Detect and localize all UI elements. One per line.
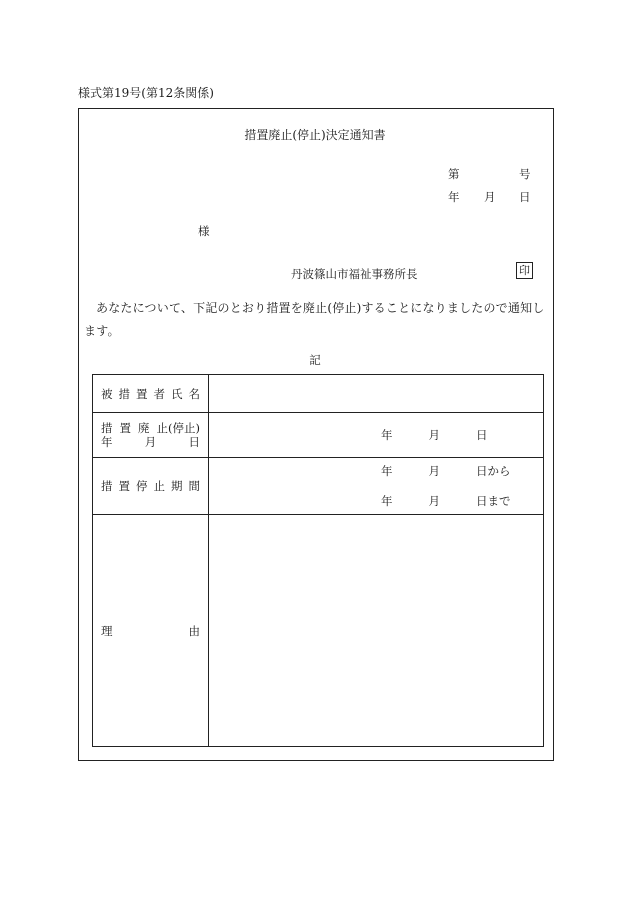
subject-name-label	[93, 375, 209, 413]
period-to-year: 年	[381, 494, 393, 508]
seal-mark: 印	[516, 262, 533, 279]
abolition-date-label	[93, 413, 209, 458]
document-title: 措置廃止(停止)決定通知書	[244, 128, 386, 142]
notice-body: あなたについて、下記のとおり措置を廃止(停止)することになりましたので通知します。	[84, 301, 545, 338]
label-char: 月	[144, 435, 157, 449]
label-char: 名	[188, 386, 200, 401]
table-row	[93, 515, 544, 747]
issue-date-month: 月	[484, 190, 496, 204]
suspension-period-label	[93, 458, 209, 515]
label-char: 止	[153, 479, 165, 493]
abolition-year: 年	[381, 428, 393, 442]
addressee-suffix: 様	[198, 224, 210, 238]
label-char: 措	[101, 421, 113, 435]
abolition-month: 月	[428, 428, 440, 442]
number-dai: 第	[448, 167, 460, 181]
form-reference: 様式第19号(第12条関係)	[78, 86, 214, 100]
label-char: 措	[101, 479, 113, 493]
abolition-date-field[interactable]	[209, 413, 544, 458]
issue-date-year: 年	[448, 190, 460, 204]
record-table	[92, 374, 544, 747]
table-row	[93, 413, 544, 458]
label-char: 間	[188, 479, 200, 493]
label-char: 廃	[138, 421, 150, 435]
issuer-name: 丹波篠山市福祉事務所長	[291, 267, 418, 281]
reason-field[interactable]	[209, 515, 544, 747]
label-char: 止(停止)	[156, 421, 200, 435]
reason-label	[93, 515, 209, 747]
label-char: 日	[188, 435, 200, 449]
table-row	[93, 375, 544, 413]
label-char: 置	[118, 479, 130, 493]
period-from-month: 月	[428, 464, 440, 478]
subject-name-field[interactable]	[209, 375, 544, 413]
label-char: 被	[101, 386, 113, 401]
ki-heading: 記	[309, 353, 321, 367]
number-go: 号	[519, 167, 531, 181]
suspension-period-field[interactable]	[209, 458, 544, 515]
label-char: 由	[188, 623, 200, 638]
label-char: 停	[136, 479, 148, 493]
label-char: 置	[119, 421, 131, 435]
label-char: 措	[118, 386, 130, 401]
table-row	[93, 458, 544, 515]
label-char: 置	[136, 386, 148, 401]
period-to-day: 日まで	[476, 494, 511, 508]
label-char: 氏	[171, 386, 183, 401]
issue-date-day: 日	[519, 190, 531, 204]
period-to-month: 月	[428, 494, 440, 508]
period-from-day: 日から	[476, 464, 511, 478]
label-char: 年	[101, 435, 113, 449]
label-char: 者	[153, 386, 165, 401]
label-char: 期	[171, 479, 183, 493]
period-from-year: 年	[381, 464, 393, 478]
label-char: 理	[101, 623, 113, 638]
abolition-day: 日	[476, 428, 488, 442]
